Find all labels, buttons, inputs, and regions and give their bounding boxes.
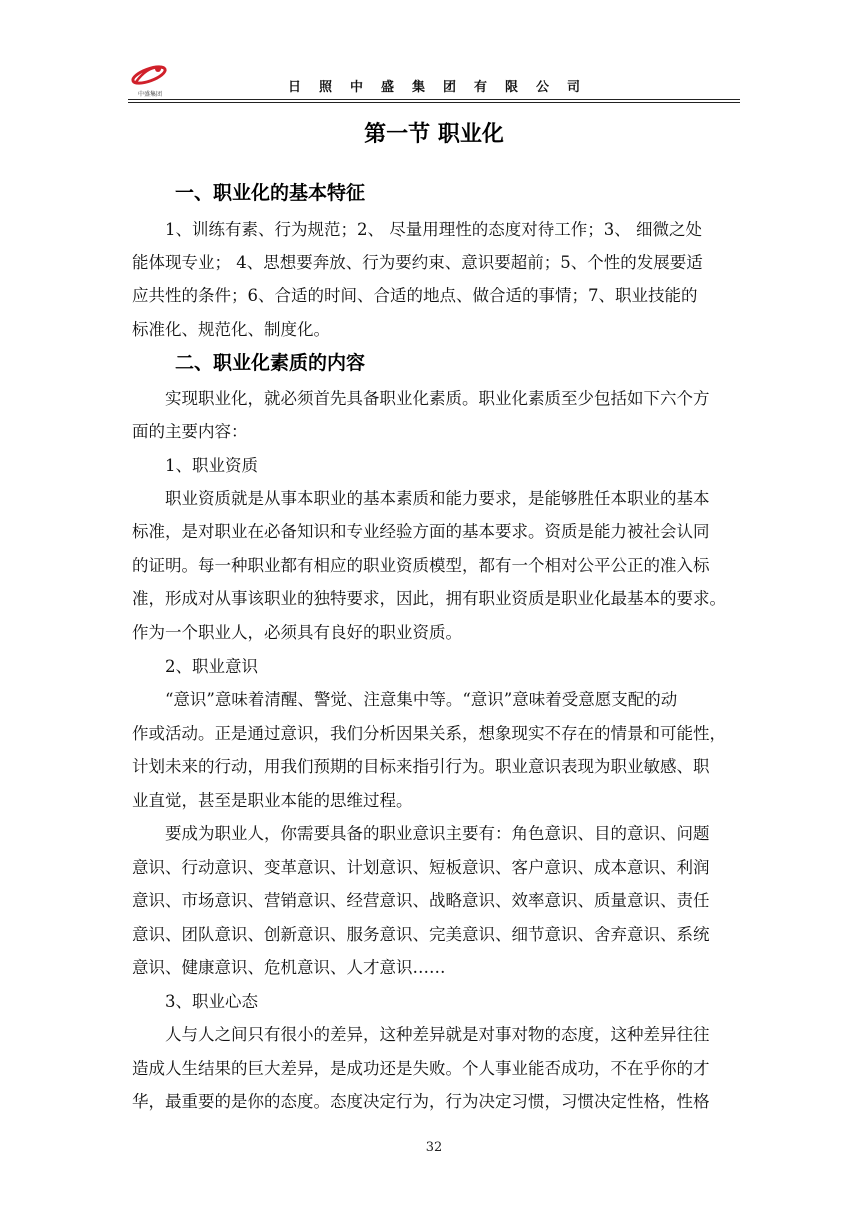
paragraph-line: 应共性的条件；6、合适的时间、合适的地点、做合适的事情；7、职业技能的 (132, 286, 698, 305)
header-divider (128, 99, 740, 100)
paragraph-line: 造成人生结果的巨大差异，是成功还是失败。个人事业能否成功，不在乎你的才 (132, 1059, 710, 1078)
paragraph-line: 标准，是对职业在必备知识和专业经验方面的基本要求。资质是能力被社会认同 (132, 522, 710, 541)
paragraph-line: 作或活动。正是通过意识，我们分析因果关系，想象现实不存在的情景和可能性， (132, 724, 726, 743)
section-heading-1: 一、职业化的基本特征 (175, 182, 366, 204)
paragraph-line: 意识、团队意识、创新意识、服务意识、完美意识、细节意识、舍弃意识、系统 (132, 925, 710, 944)
header-divider-thin (128, 102, 740, 103)
subheading-2: 2、职业意识 (165, 657, 258, 676)
paragraph-line: 人与人之间只有很小的差异，这种差异就是对事对物的态度，这种差异往往 (165, 1025, 710, 1044)
paragraph-line: 业直觉，甚至是职业本能的思维过程。 (132, 791, 413, 810)
paragraph-line: 的证明。每一种职业都有相应的职业资质模型，都有一个相对公平公正的准入标 (132, 556, 710, 575)
paragraph-line: 标准化、规范化、制度化。 (132, 320, 330, 339)
paragraph-line: 意识、行动意识、变革意识、计划意识、短板意识、客户意识、成本意识、利润 (132, 858, 710, 877)
paragraph-line: 意识、市场意识、营销意识、经营意识、战略意识、效率意识、质量意识、责任 (132, 891, 710, 910)
section-heading-2: 二、职业化素质的内容 (175, 352, 366, 374)
paragraph-line: 意识、健康意识、危机意识、人才意识…… (132, 958, 446, 977)
subheading-3: 3、职业心态 (165, 992, 258, 1011)
paragraph-line: 华，最重要的是你的态度。态度决定行为，行为决定习惯，习惯决定性格，性格 (132, 1092, 710, 1111)
paragraph-line: 实现职业化，就必须首先具备职业化素质。职业化素质至少包括如下六个方 (165, 389, 710, 408)
paragraph-line: 能体现专业； 4、思想要奔放、行为要约束、意识要超前；5、个性的发展要适 (132, 253, 703, 272)
page-number: 32 (425, 1140, 443, 1155)
paragraph-line: 职业资质就是从事本职业的基本素质和能力要求，是能够胜任本职业的基本 (165, 489, 710, 508)
company-name: 日照中盛集团有限公司 (288, 80, 599, 95)
paragraph-line: 计划未来的行动，用我们预期的目标来指引行为。职业意识表现为职业敏感、职 (132, 757, 710, 776)
subheading-1: 1、职业资质 (165, 456, 258, 475)
paragraph-line: 1、训练有素、行为规范；2、 尽量用理性的态度对待工作；3、 细微之处 (165, 220, 702, 239)
logo-text: 中盛集团 (137, 91, 162, 98)
page-title: 第一节 职业化 (364, 122, 504, 147)
paragraph-line: 要成为职业人，你需要具备的职业意识主要有：角色意识、目的意识、问题 (165, 824, 710, 843)
paragraph-line: 作为一个职业人，必须具有良好的职业资质。 (132, 623, 462, 642)
paragraph-line: 面的主要内容： (132, 422, 248, 441)
paragraph-line: “意识”意味着清醒、警觉、注意集中等。“意识”意味着受意愿支配的动 (165, 690, 678, 709)
paragraph-line: 准，形成对从事该职业的独特要求，因此，拥有职业资质是职业化最基本的要求。 (132, 589, 726, 608)
